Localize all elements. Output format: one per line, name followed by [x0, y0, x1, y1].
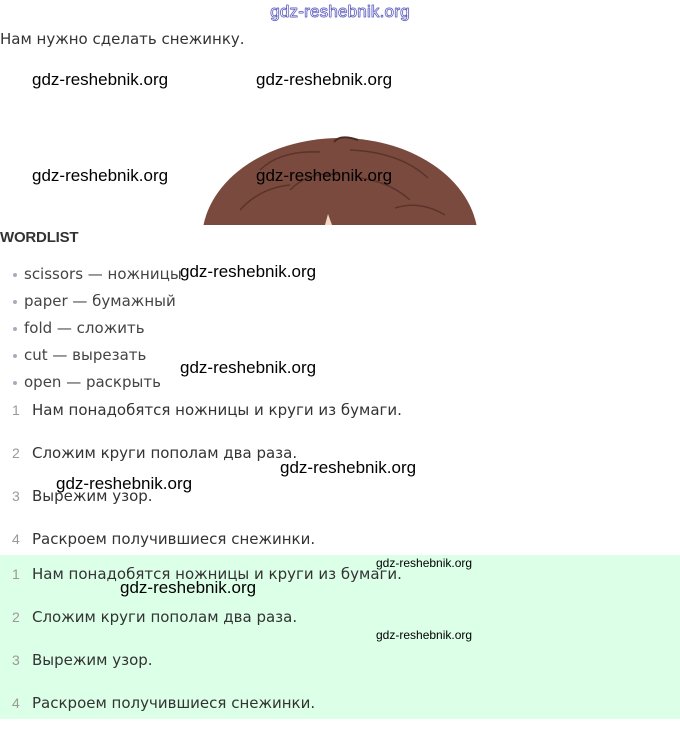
step-number: 4 [12, 531, 20, 547]
wordlist-item: paper — бумажный [0, 289, 182, 316]
step-item [0, 399, 680, 442]
watermark: gdz-reshebnik.org [120, 578, 257, 597]
step-item [0, 649, 680, 692]
step-text: Вырежим узор. [32, 487, 153, 505]
watermark: gdz-reshebnik.org [180, 262, 317, 281]
wordlist-title: WORDLIST [0, 229, 79, 246]
step-text: Сложим круги пополам два раза. [32, 608, 298, 626]
step-text: Раскроем получившиеся снежинки. [32, 694, 316, 712]
watermark: gdz-reshebnik.org [32, 166, 169, 185]
watermark: gdz-reshebnik.org [32, 70, 169, 89]
steps-list-translation [0, 563, 680, 735]
watermark: gdz-reshebnik.org [376, 628, 473, 642]
watermark: gdz-reshebnik.org [280, 458, 417, 477]
step-number: 4 [12, 695, 20, 711]
step-text: Вырежим узор. [32, 651, 153, 669]
step-item [0, 563, 680, 606]
step-number: 2 [12, 609, 20, 625]
step-number: 1 [12, 402, 20, 418]
step-number: 2 [12, 445, 20, 461]
watermark: gdz-reshebnik.org [56, 474, 193, 493]
step-item [0, 692, 680, 735]
intro-text: Нам нужно сделать снежинку. [0, 30, 245, 48]
wordlist-item: cut — вырезать [0, 343, 182, 370]
wordlist [0, 262, 182, 397]
watermark: gdz-reshebnik.org [376, 556, 473, 570]
step-text: Нам понадобятся ножницы и круги из бумаги. [32, 401, 402, 419]
wordlist-item: fold — сложить [0, 316, 182, 343]
step-number: 3 [12, 488, 20, 504]
step-text: Раскроем получившиеся снежинки. [32, 530, 316, 548]
step-number: 3 [12, 652, 20, 668]
wordlist-item: open — раскрыть [0, 370, 182, 397]
site-title[interactable]: gdz-reshebnik.org [270, 2, 410, 21]
step-text: Нам понадобятся ножницы и круги из бумаги. [32, 565, 402, 583]
step-item [0, 606, 680, 649]
watermark: gdz-reshebnik.org [180, 358, 317, 377]
step-number: 1 [12, 566, 20, 582]
wordlist-item: scissors — ножницы [0, 262, 182, 289]
watermark: gdz-reshebnik.org [256, 166, 393, 185]
step-text: Сложим круги пополам два раза. [32, 444, 298, 462]
watermark: gdz-reshebnik.org [256, 70, 393, 89]
